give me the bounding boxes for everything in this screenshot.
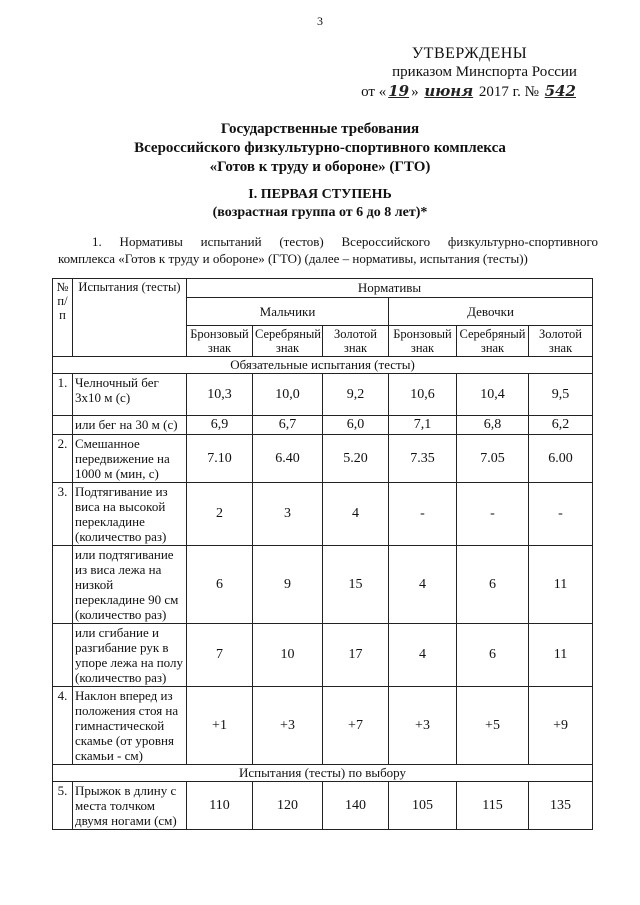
approval-order: приказом Минспорта России	[392, 64, 577, 80]
row-number	[53, 624, 73, 687]
test-name: Наклон вперед из положения стоя на гимнастической скамье (от уровня скамьи - см)	[73, 687, 187, 765]
row-number: 1.	[53, 374, 73, 416]
boys-bronze-value: 6	[187, 546, 253, 624]
boys-silver-value: 10,0	[253, 374, 323, 416]
norms-table	[52, 278, 593, 830]
date-month: июня	[424, 82, 474, 100]
boys-gold-value: 17	[323, 624, 389, 687]
intro-paragraph	[58, 233, 598, 267]
girls-gold-value: 9,5	[529, 374, 593, 416]
girls-bronze-value: 4	[389, 546, 457, 624]
girls-gold-value: 11	[529, 546, 593, 624]
approval-title: УТВЕРЖДЕНЫ	[411, 45, 528, 62]
row-number: 5.	[53, 782, 73, 830]
table-row	[53, 687, 593, 765]
boys-gold-value: 5.20	[323, 435, 389, 483]
girls-gold-value: -	[529, 483, 593, 546]
boys-silver-value: 6,7	[253, 416, 323, 435]
girls-gold-value: 6,2	[529, 416, 593, 435]
boys-gold-value: 9,2	[323, 374, 389, 416]
table-row	[53, 374, 593, 416]
girls-gold-value: 135	[529, 782, 593, 830]
boys-silver-value: 3	[253, 483, 323, 546]
boys-silver-value: 6.40	[253, 435, 323, 483]
header-girls-gold: Золотой знак	[529, 326, 593, 357]
title-line-3: «Готов к труду и обороне» (ГТО)	[209, 159, 431, 175]
header-test: Испытания (тесты)	[73, 279, 187, 357]
optional-banner: Испытания (тесты) по выбору	[53, 765, 593, 782]
girls-gold-value: 11	[529, 624, 593, 687]
section-heading-block	[0, 186, 640, 222]
boys-gold-value: 4	[323, 483, 389, 546]
section-subheading: (возрастная группа от 6 до 8 лет)*	[212, 205, 428, 220]
girls-bronze-value: -	[389, 483, 457, 546]
order-number: 542	[544, 82, 576, 100]
boys-silver-value: 120	[253, 782, 323, 830]
header-girls-silver: Серебряный знак	[457, 326, 529, 357]
girls-bronze-value: 7,1	[389, 416, 457, 435]
girls-bronze-value: 105	[389, 782, 457, 830]
boys-bronze-value: 7.10	[187, 435, 253, 483]
girls-gold-value: 6.00	[529, 435, 593, 483]
girls-bronze-value: 7.35	[389, 435, 457, 483]
row-number: 3.	[53, 483, 73, 546]
header-girls-bronze: Бронзовый знак	[389, 326, 457, 357]
header-norms: Нормативы	[187, 279, 593, 298]
table-row	[53, 624, 593, 687]
boys-bronze-value: 7	[187, 624, 253, 687]
girls-silver-value: 6	[457, 546, 529, 624]
header-boys-gold: Золотой знак	[323, 326, 389, 357]
test-name: Прыжок в длину с места толчком двумя ногами (см)	[73, 782, 187, 830]
row-number	[53, 546, 73, 624]
boys-bronze-value: 2	[187, 483, 253, 546]
document-title	[0, 120, 640, 177]
header-girls: Девочки	[389, 298, 593, 326]
test-name: или сгибание и разгибание рук в упоре лежа на полу (количество раз)	[73, 624, 187, 687]
table-row	[53, 782, 593, 830]
row-number: 4.	[53, 687, 73, 765]
girls-silver-value: 10,4	[457, 374, 529, 416]
approval-date-line	[361, 82, 578, 102]
table-row	[53, 435, 593, 483]
row-number: 2.	[53, 435, 73, 483]
row-number	[53, 416, 73, 435]
date-year: 2017 г. №	[478, 84, 539, 100]
header-boys: Мальчики	[187, 298, 389, 326]
girls-silver-value: +5	[457, 687, 529, 765]
boys-gold-value: 6,0	[323, 416, 389, 435]
girls-bronze-value: +3	[389, 687, 457, 765]
approval-block	[361, 44, 578, 102]
girls-bronze-value: 10,6	[389, 374, 457, 416]
boys-bronze-value: 110	[187, 782, 253, 830]
date-from: от «	[361, 84, 387, 100]
test-name: или бег на 30 м (с)	[73, 416, 187, 435]
girls-silver-value: -	[457, 483, 529, 546]
girls-silver-value: 115	[457, 782, 529, 830]
table-row	[53, 546, 593, 624]
girls-gold-value: +9	[529, 687, 593, 765]
header-num: № п/п	[53, 279, 73, 357]
girls-silver-value: 6	[457, 624, 529, 687]
page-number: 3	[317, 14, 323, 28]
boys-bronze-value: +1	[187, 687, 253, 765]
girls-silver-value: 6,8	[457, 416, 529, 435]
mandatory-banner: Обязательные испытания (тесты)	[53, 357, 593, 374]
title-line-1: Государственные требования	[220, 121, 420, 137]
boys-silver-value: 9	[253, 546, 323, 624]
girls-bronze-value: 4	[389, 624, 457, 687]
test-name: Смешанное передвижение на 1000 м (мин, с)	[73, 435, 187, 483]
boys-silver-value: +3	[253, 687, 323, 765]
header-boys-silver: Серебряный знак	[253, 326, 323, 357]
test-name: Челночный бег 3х10 м (с)	[73, 374, 187, 416]
paragraph-line-1: 1. Нормативы испытаний (тестов) Всероссийского физкультурно-спортивного	[92, 234, 598, 249]
girls-silver-value: 7.05	[457, 435, 529, 483]
date-day: 19	[388, 82, 410, 100]
boys-bronze-value: 6,9	[187, 416, 253, 435]
boys-silver-value: 10	[253, 624, 323, 687]
table-row	[53, 416, 593, 435]
boys-bronze-value: 10,3	[187, 374, 253, 416]
title-line-2: Всероссийского физкультурно-спортивного комплекса	[134, 140, 506, 156]
boys-gold-value: 15	[323, 546, 389, 624]
test-name: Подтягивание из виса на высокой перекладине (количество раз)	[73, 483, 187, 546]
date-close: »	[411, 84, 419, 100]
paragraph-line-2: комплекса «Готов к труду и обороне» (ГТО) (далее – нормативы, испытания (тесты))	[58, 251, 528, 266]
section-heading: I. ПЕРВАЯ СТУПЕНЬ	[248, 187, 392, 202]
test-name: или подтягивание из виса лежа на низкой перекладине 90 см (количество раз)	[73, 546, 187, 624]
header-boys-bronze: Бронзовый знак	[187, 326, 253, 357]
boys-gold-value: +7	[323, 687, 389, 765]
table-row	[53, 483, 593, 546]
boys-gold-value: 140	[323, 782, 389, 830]
